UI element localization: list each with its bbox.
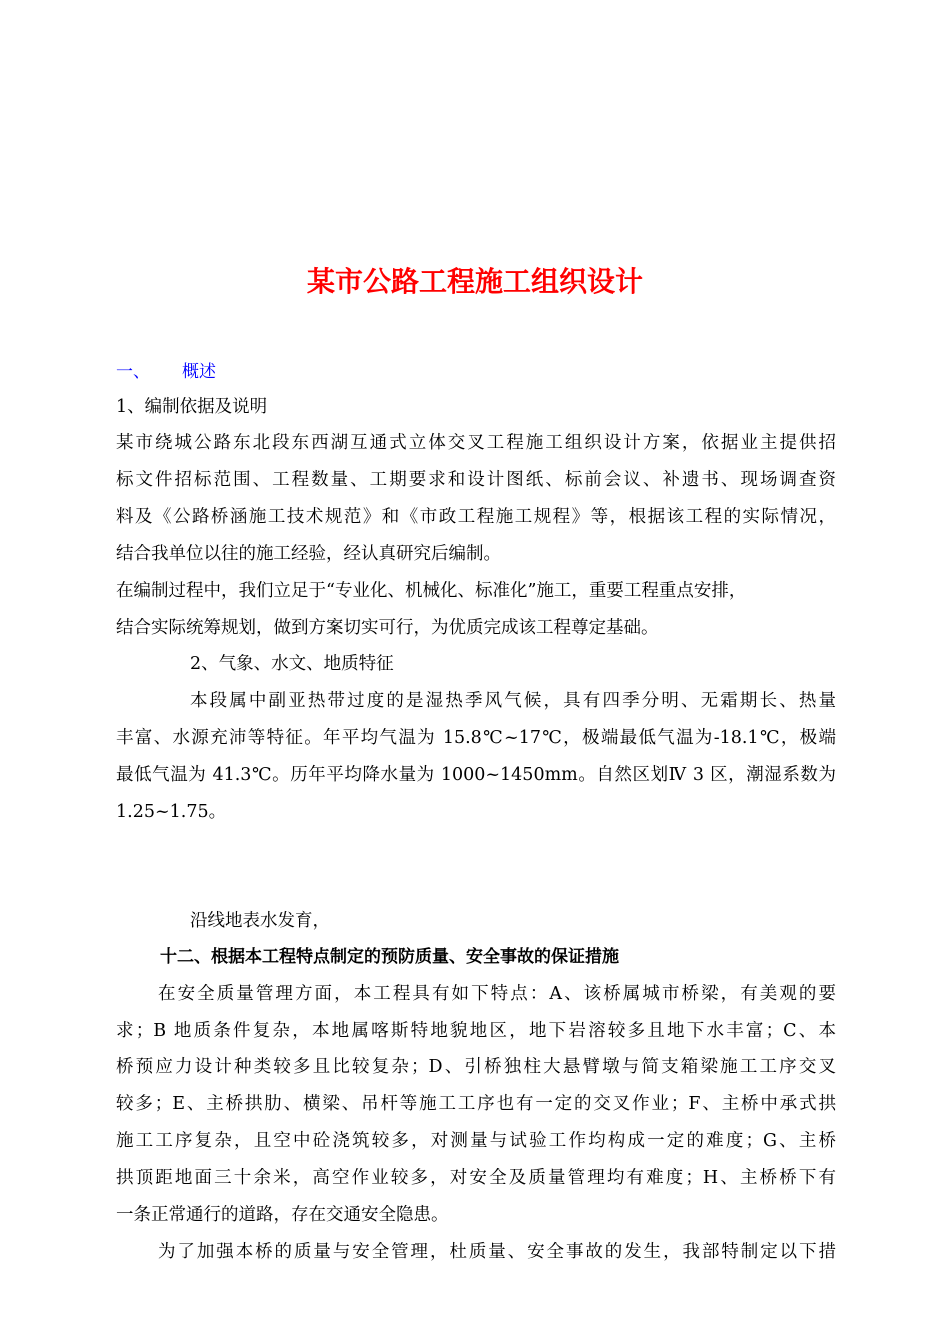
paragraph-line: 在编制过程中，我们立足于“专业化、机械化、标准化”施工，重要工程重点安排， — [116, 581, 747, 601]
paragraph-line: 丰富、水源充沛等特征。年平均气温为 15.8℃~17℃，极端最低气温为-18.1℃，极端 — [116, 728, 836, 748]
section-heading-twelve: 十二、根据本工程特点制定的预防质量、安全事故的保证措施 — [160, 947, 619, 967]
paragraph-line: 一条正常通行的道路，存在交通安全隐患。 — [116, 1205, 449, 1225]
paragraph-line: 料及《公路桥涵施工技术规范》和《市政工程施工规程》等，根据该工程的实际情况， — [116, 507, 836, 527]
section-heading-overview — [116, 360, 216, 384]
paragraph-line: 结合我单位以往的施工经验，经认真研究后编制。 — [116, 544, 501, 564]
paragraph-line: 求；B 地质条件复杂，本地属喀斯特地貌地区，地下岩溶较多且地下水丰富；C、本 — [116, 1021, 836, 1041]
paragraph-line: 在安全质量管理方面，本工程具有如下特点：A、该桥属城市桥梁，有美观的要 — [158, 984, 836, 1004]
paragraph-line: 最低气温为 41.3℃。历年平均降水量为 1000~1450mm。自然区划Ⅳ 3 区，潮湿系数为 — [116, 765, 836, 785]
paragraph-line: 为了加强本桥的质量与安全管理，杜质量、安全事故的发生，我部特制定以下措 — [158, 1242, 836, 1262]
paragraph-line: 本段属中副亚热带过度的是湿热季风气候，具有四季分明、无霜期长、热量 — [190, 691, 836, 711]
paragraph-line: 施工工序复杂，且空中砼浇筑较多，对测量与试验工作均构成一定的难度；G、主桥 — [116, 1131, 836, 1151]
paragraph-line: 某市绕城公路东北段东西湖互通式立体交叉工程施工组织设计方案，依据业主提供招 — [116, 433, 836, 453]
section-title: 概述 — [182, 362, 216, 382]
paragraph-line: 标文件招标范围、工程数量、工期要求和设计图纸、标前会议、补遗书、现场调查资 — [116, 470, 836, 490]
paragraph-line: 结合实际统筹规划，做到方案切实可行，为优质完成该工程尊定基础。 — [116, 618, 659, 638]
paragraph-line: 1.25~1.75。 — [116, 802, 227, 822]
document-title: 某市公路工程施工组织设计 — [306, 265, 643, 298]
section-number: 一、 — [116, 362, 150, 382]
subheading-basis: 1、编制依据及说明 — [116, 397, 268, 417]
subheading-climate: 2、气象、水文、地质特征 — [190, 654, 394, 674]
paragraph-line: 较多；E、主桥拱肋、横梁、吊杆等施工工序也有一定的交叉作业；F、主桥中承式拱 — [116, 1094, 836, 1114]
paragraph-fragment: 沿线地表水发育， — [190, 911, 330, 931]
paragraph-line: 桥预应力设计种类较多且比较复杂；D、引桥独柱大悬臂墩与简支箱梁施工工序交叉 — [116, 1057, 836, 1077]
paragraph-line: 拱顶距地面三十余米，高空作业较多，对安全及质量管理均有难度；H、主桥桥下有 — [116, 1168, 836, 1188]
